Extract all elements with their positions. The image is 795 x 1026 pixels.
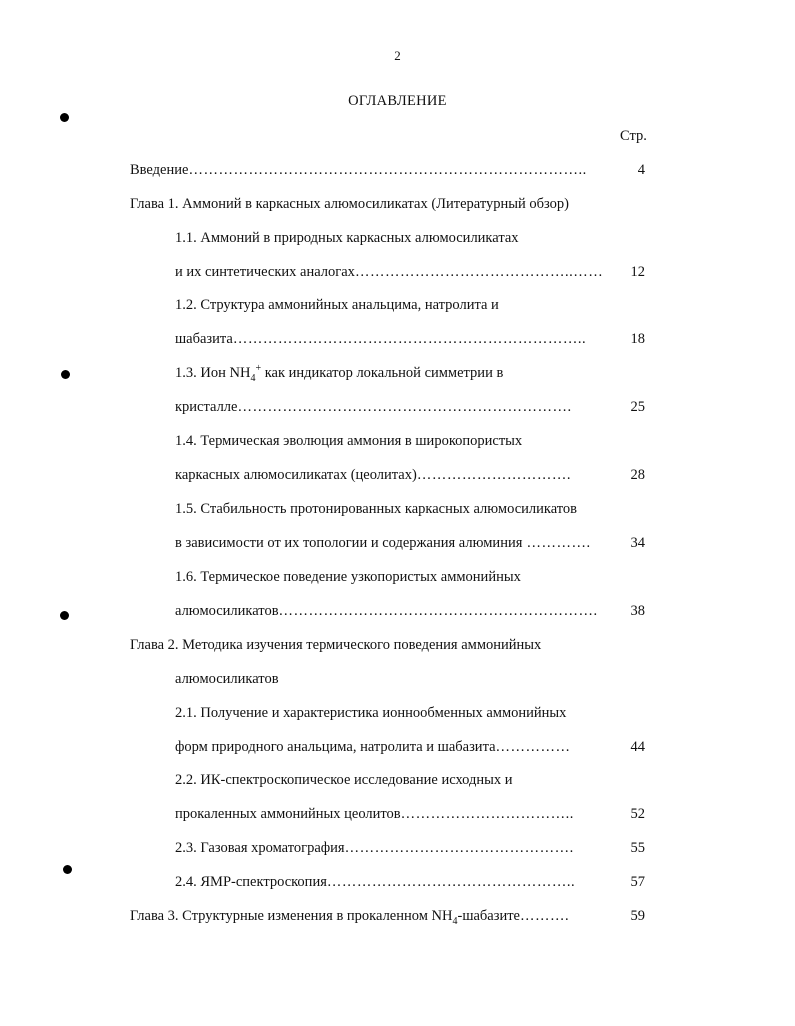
toc-leader: …………………………….. (400, 806, 574, 822)
toc-entry-text: кристалле (175, 399, 238, 415)
toc-section-2-2-cont (175, 805, 574, 823)
toc-leader: ………………………………………. (344, 840, 574, 856)
toc-entry-text: Глава 2. Методика изучения термического поведения аммонийных (130, 637, 542, 653)
toc-entry-text: Глава 3. Структурные изменения в прокаленном NH (130, 908, 453, 924)
toc-leader: ………………………………………………………. (278, 603, 598, 619)
toc-page-number: 55 (630, 840, 645, 856)
toc-entry-text: и их синтетических аналогах (175, 264, 355, 280)
toc-superscript: + (255, 363, 262, 375)
toc-entry-text: 2.3. Газовая хроматография (175, 840, 345, 856)
toc-page-number: 18 (630, 331, 645, 347)
toc-section-2-2 (175, 771, 513, 789)
toc-page-number: 44 (630, 739, 645, 755)
toc-section-1-5 (175, 500, 577, 518)
toc-page-number: 25 (630, 399, 645, 415)
toc-entry-text: алюмосиликатов (175, 603, 279, 619)
toc-entry-text: 1.2. Структура аммонийных анальцима, натролита и (175, 297, 499, 313)
scan-mark (60, 113, 69, 122)
toc-entry-text: шабазита (175, 331, 233, 347)
scan-mark (63, 865, 72, 874)
toc-entry-introduction (130, 161, 587, 179)
toc-page-number: 59 (630, 908, 645, 924)
pages-column-header: Стр. (620, 128, 647, 144)
scan-mark (60, 611, 69, 620)
toc-section-1-4 (175, 432, 522, 450)
toc-page-number: 57 (630, 874, 645, 890)
toc-section-2-1-cont (175, 738, 571, 756)
toc-entry-text: Введение (130, 162, 189, 178)
toc-entry-text: в зависимости от их топологии и содержания алюминия (175, 535, 523, 551)
toc-section-1-2 (175, 296, 499, 314)
toc-page-number: 38 (630, 603, 645, 619)
toc-page-number: 28 (630, 467, 645, 483)
toc-section-1-1-cont (175, 263, 603, 281)
toc-leader: ……………………………………..…… (354, 264, 604, 280)
toc-chapter-3 (130, 907, 569, 925)
toc-leader: …………………………………………………………………….. (188, 162, 587, 178)
toc-entry-text: 1.1. Аммоний в природных каркасных алюмосиликатах (175, 230, 519, 246)
toc-entry-text: прокаленных аммонийных цеолитов (175, 806, 401, 822)
toc-subscript: 4 (250, 372, 256, 384)
toc-chapter-2-cont (175, 670, 279, 688)
toc-section-2-4 (175, 873, 575, 891)
toc-entry-text: 1.6. Термическое поведение узкопористых аммонийных (175, 569, 521, 585)
toc-entry-text: 2.1. Получение и характеристика ионнообменных аммонийных (175, 705, 567, 721)
toc-section-1-1 (175, 229, 519, 247)
toc-entry-text: алюмосиликатов (175, 671, 279, 687)
toc-page-number: 12 (630, 264, 645, 280)
toc-leader: …………………………………………………………. (237, 399, 572, 415)
toc-subscript: 4 (452, 915, 458, 927)
toc-section-1-4-cont (175, 466, 571, 484)
toc-section-2-1 (175, 704, 566, 722)
toc-leader: ………………………………………….. (326, 874, 576, 890)
toc-section-1-6 (175, 568, 521, 586)
toc-entry-text: Глава 1. Аммоний в каркасных алюмосиликатах (Литературный обзор) (130, 196, 569, 212)
toc-entry-text: как индикатор локальной симметрии в (261, 365, 504, 381)
toc-leader: …………………………………………………………….. (232, 331, 587, 347)
toc-section-1-6-cont (175, 602, 598, 620)
toc-entry-text: 2.2. ИК-спектроскопическое исследование исходных и (175, 772, 513, 788)
toc-entry-text: 1.3. Ион NH (175, 365, 251, 381)
toc-leader: …………… (495, 739, 571, 755)
scan-mark (61, 370, 70, 379)
toc-section-2-3 (175, 839, 574, 857)
toc-entry-text: 1.4. Термическая эволюция аммония в широкопористых (175, 433, 523, 449)
toc-chapter-1 (130, 195, 569, 213)
toc-page-number: 34 (630, 535, 645, 551)
toc-entry-text: форм природного анальцима, натролита и шабазита (175, 739, 496, 755)
toc-entry-text: -шабазите (457, 908, 520, 924)
toc-leader: …………………………. (416, 467, 571, 483)
toc-section-1-3-cont (175, 398, 572, 416)
toc-chapter-2 (130, 636, 541, 654)
toc-leader: …………. (522, 535, 591, 551)
toc-section-1-5-cont (175, 534, 591, 552)
toc-entry-text: 2.4. ЯМР-спектроскопия (175, 874, 327, 890)
toc-leader: ………. (520, 908, 570, 924)
toc-title: ОГЛАВЛЕНИЕ (348, 93, 447, 109)
toc-section-1-3 (175, 364, 503, 382)
toc-page-number: 52 (630, 806, 645, 822)
toc-page-number: 4 (637, 162, 645, 178)
toc-entry-text: каркасных алюмосиликатах (цеолитах) (175, 467, 417, 483)
toc-section-1-2-cont (175, 330, 586, 348)
page-number: 2 (394, 48, 401, 63)
toc-entry-text: 1.5. Стабильность протонированных каркасных алюмосиликатов (175, 501, 578, 517)
